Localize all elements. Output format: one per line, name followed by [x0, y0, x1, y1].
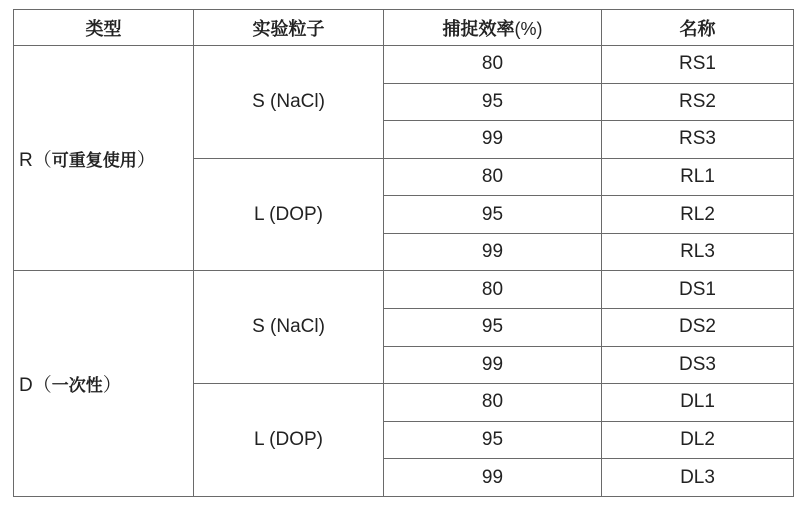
filter-classification-table	[13, 9, 794, 497]
type-close-paren: ）	[102, 375, 122, 397]
efficiency-cell: 99	[384, 346, 602, 384]
type-code: R	[19, 149, 33, 171]
header-efficiency-label: 捕捉效率	[442, 18, 515, 39]
efficiency-cell: 80	[384, 384, 602, 422]
header-type: 类型	[14, 10, 194, 46]
type-open-paren: （	[32, 375, 52, 397]
header-name: 名称	[602, 10, 794, 46]
header-efficiency	[384, 10, 602, 46]
type-description: 一次性	[51, 376, 103, 396]
particle-cell: L (DOP)	[194, 384, 384, 497]
header-particle: 实验粒子	[194, 10, 384, 46]
name-cell: RS1	[602, 46, 794, 84]
efficiency-cell: 99	[384, 459, 602, 497]
particle-cell: S (NaCl)	[194, 46, 384, 159]
name-cell: RS3	[602, 121, 794, 159]
type-close-paren: ）	[136, 149, 156, 171]
header-efficiency-unit: (%)	[514, 18, 543, 39]
particle-cell: L (DOP)	[194, 158, 384, 271]
table-row	[14, 46, 794, 84]
particle-cell: S (NaCl)	[194, 271, 384, 384]
name-cell: RS2	[602, 83, 794, 121]
name-cell: RL3	[602, 233, 794, 271]
name-cell: DS2	[602, 309, 794, 347]
efficiency-cell: 80	[384, 271, 602, 309]
type-cell	[14, 271, 194, 497]
efficiency-cell: 95	[384, 421, 602, 459]
efficiency-cell: 99	[384, 233, 602, 271]
name-cell: DS1	[602, 271, 794, 309]
table-row	[14, 271, 794, 309]
efficiency-cell: 95	[384, 196, 602, 234]
efficiency-cell: 95	[384, 309, 602, 347]
header-row	[14, 10, 794, 46]
name-cell: RL1	[602, 158, 794, 196]
efficiency-cell: 80	[384, 158, 602, 196]
type-description: 可重复使用	[51, 150, 137, 170]
name-cell: DL2	[602, 421, 794, 459]
type-cell	[14, 46, 194, 271]
type-code: D	[19, 375, 33, 397]
name-cell: DL1	[602, 384, 794, 422]
efficiency-cell: 99	[384, 121, 602, 159]
name-cell: DS3	[602, 346, 794, 384]
name-cell: RL2	[602, 196, 794, 234]
efficiency-cell: 95	[384, 83, 602, 121]
name-cell: DL3	[602, 459, 794, 497]
efficiency-cell: 80	[384, 46, 602, 84]
type-open-paren: （	[32, 149, 52, 171]
